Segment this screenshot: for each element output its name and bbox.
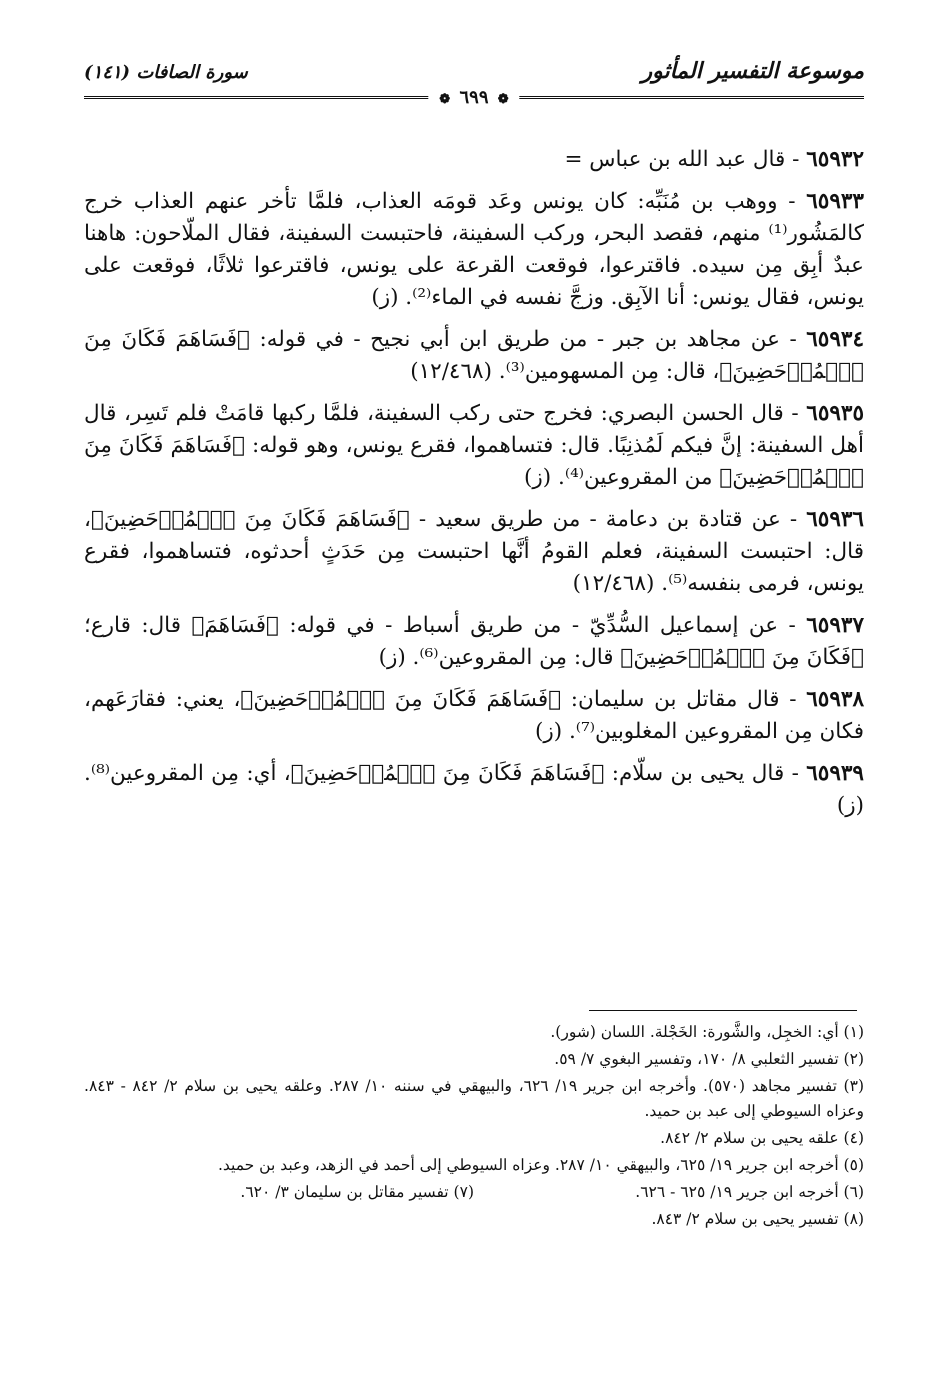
entry-number: ٦٥٩٣٨: [806, 687, 864, 712]
entry-text: - عن مجاهد بن جبر - من طريق ابن أبي نجيح - في قوله: ﴿فَسَاهَمَ فَكَانَ مِنَ ٱلۡمُدۡحَضِينَ﴾، قال: مِن المسهومين⁽³⁾. (١٢/٤٦٨): [84, 327, 864, 384]
ornament-icon: ❁: [497, 92, 509, 107]
main-text: [84, 144, 864, 832]
narration-entry: [84, 144, 864, 176]
book-title: موسوعة التفسير المأثور: [641, 58, 864, 84]
ornament-icon: ❁: [439, 92, 451, 107]
narration-entry: [84, 186, 864, 314]
entry-text: - ووهب بن مُنَبِّه: كان يونس وعَد قومَه العذاب، فلمَّا تأخر عنهم العذاب خرج كالمَشُور⁽¹⁾ منهم، فقصد البحر، وركب السفينة، فاحتبست السفينة، فقال الملّاحون: هاهنا عبدٌ أبِق مِن سيده. فاقترعوا، فوقعت القرعة على يونس، فاقترعوا ثلاثًا، فوقعت على يونس، فقال يونس: أنا الآبِق. وزجَّ نفسه في الماء⁽²⁾. (ز): [84, 189, 864, 310]
entry-number: ٦٥٩٣٣: [806, 189, 864, 214]
footnote: (٧) تفسير مقاتل بن سليمان ٣/ ٦٢٠.: [240, 1183, 474, 1201]
entry-number: ٦٥٩٣٦: [806, 507, 864, 532]
entry-text: - قال الحسن البصري: فخرج حتى ركب السفينة، فلمَّا ركبها قامَتْ فلم تَسِر، قال أهل السفينة: إنَّ فيكم لَمُذنِبًا. قال: فتساهموا، فقرع يونس، وهو قوله: ﴿فَسَاهَمَ فَكَانَ مِنَ ٱلۡمُدۡحَضِينَ﴾ من المقروعين⁽⁴⁾. (ز): [84, 401, 864, 490]
narration-entry: [84, 324, 864, 388]
footnote: (٨) تفسير يحيى بن سلام ٢/ ٨٤٣.: [651, 1210, 864, 1228]
footnote: (١) أي: الخجِل، والشَّورة: الخَجْلة. اللسان (شور).: [550, 1023, 864, 1041]
footnote-separator: [589, 1010, 857, 1011]
running-header: [84, 56, 864, 106]
footnote: (٢) تفسير الثعلبي ٨/ ١٧٠، وتفسير البغوي ٧/ ٥٩.: [554, 1050, 864, 1068]
footnote: (٣) تفسير مجاهد (٥٧٠). وأخرجه ابن جرير ١٩/ ٦٢٦، والبيهقي في سننه ١٠/ ٢٨٧. وعلقه يحيى بن سلام ٢/ ٨٤٢ - ٨٤٣. وعزاه السيوطي إلى عبد بن حميد.: [84, 1077, 864, 1120]
entry-text: - عن قتادة بن دعامة - من طريق سعيد - ﴿فَسَاهَمَ فَكَانَ مِنَ ٱلۡمُدۡحَضِينَ﴾، قال: احتبست السفينة، فعلم القومُ أنَّها احتبست مِن حَدَثٍ أحدثوه، فتساهموا، فقرع يونس، فرمى بنفسه⁽⁵⁾. (١٢/٤٦٨): [84, 507, 864, 596]
entry-text: - قال يحيى بن سلّام: ﴿فَسَاهَمَ فَكَانَ مِنَ ٱلۡمُدۡحَضِينَ﴾، أي: مِن المقروعين⁽⁸⁾. (ز): [84, 761, 864, 818]
entry-text: - قال عبد الله بن عباس =: [564, 147, 800, 172]
page-number: ٦٩٩: [459, 87, 489, 108]
entry-text: - عن إسماعيل السُّدِّيّ - من طريق أسباط - في قوله: ﴿فَسَاهَمَ﴾ قال: قارع؛ ﴿فَكَانَ مِنَ ٱلۡمُدۡحَضِينَ﴾ قال: مِن المقروعين⁽⁶⁾. (ز): [84, 613, 864, 670]
entry-number: ٦٥٩٣٤: [806, 327, 864, 352]
entry-number: ٦٥٩٣٩: [806, 761, 864, 786]
footnote: (٥) أخرجه ابن جرير ١٩/ ٦٢٥، والبيهقي ١٠/ ٢٨٧. وعزاه السيوطي إلى أحمد في الزهد، وعبد بن حميد.: [217, 1156, 864, 1174]
page-number-box: [428, 87, 519, 108]
entry-number: ٦٥٩٣٥: [806, 401, 865, 426]
entry-text: - قال مقاتل بن سليمان: ﴿فَسَاهَمَ فَكَانَ مِنَ ٱلۡمُدۡحَضِينَ﴾، يعني: فقارَعَهم، فكان مِن المقروعين المغلوبين⁽⁷⁾. (ز): [84, 687, 864, 744]
entry-number: ٦٥٩٣٢: [806, 147, 864, 172]
footnote: (٦) أخرجه ابن جرير ١٩/ ٦٢٥ - ٦٢٦.: [635, 1183, 864, 1201]
narration-entry: [84, 398, 864, 494]
entry-number: ٦٥٩٣٧: [806, 613, 864, 638]
footnote: (٤) علقه يحيى بن سلام ٢/ ٨٤٢.: [660, 1129, 864, 1147]
footnotes: [84, 1020, 864, 1234]
narration-entry: [84, 758, 864, 822]
surah-title: سورة الصافات (١٤١): [84, 62, 248, 83]
narration-entry: [84, 504, 864, 600]
footnote-row: [84, 1180, 864, 1207]
narration-entry: [84, 684, 864, 748]
narration-entry: [84, 610, 864, 674]
